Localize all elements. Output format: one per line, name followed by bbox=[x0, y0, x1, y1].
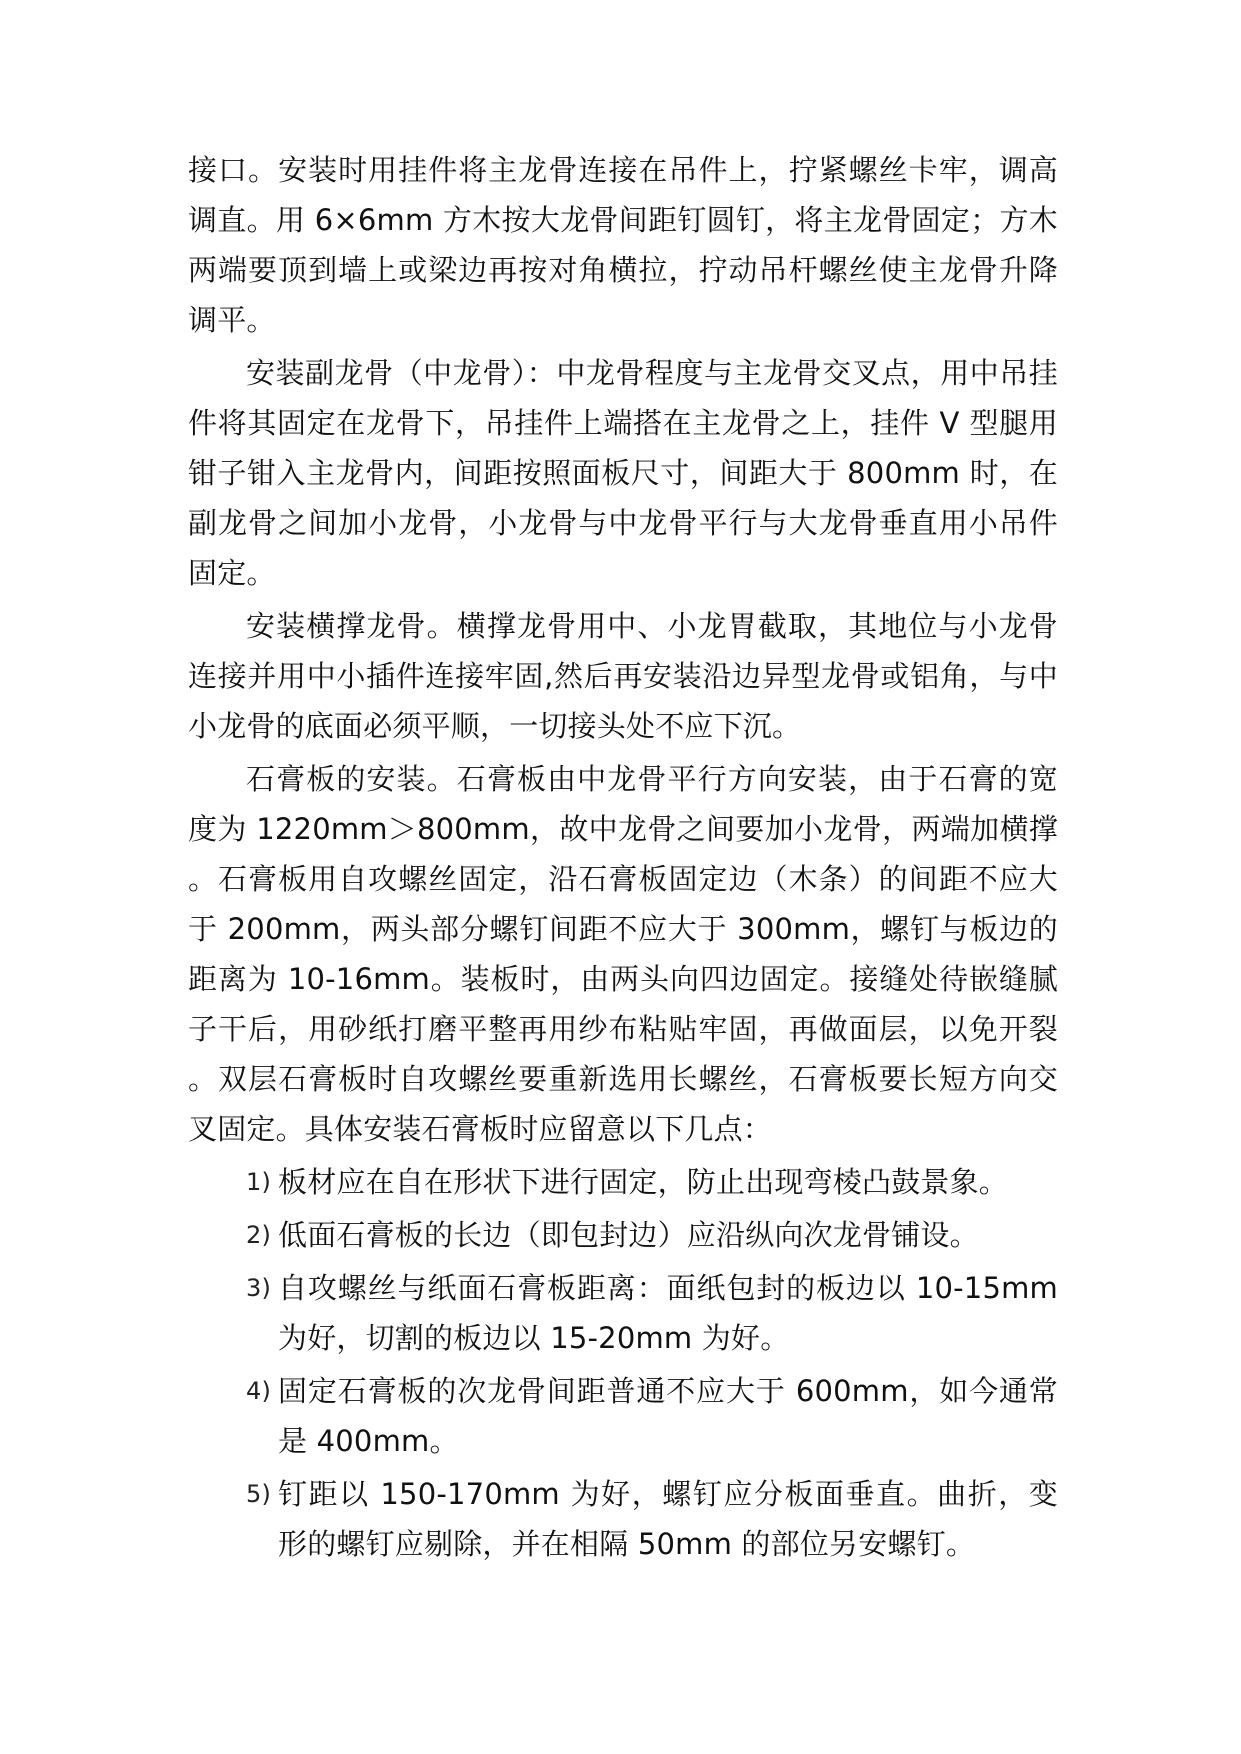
list-number: 2) bbox=[246, 1221, 272, 1249]
list-text: 自攻螺丝与纸面石膏板距离：面纸包封的板边以 10-15mm 为好，切割的板边以 15-20mm 为好。 bbox=[278, 1271, 1058, 1355]
list-item bbox=[188, 1210, 1058, 1260]
document-page bbox=[188, 145, 1058, 1572]
notes-list bbox=[188, 1157, 1058, 1569]
list-number: 5) bbox=[246, 1480, 272, 1508]
paragraph-gypsum-board-install: 石膏板的安装。石膏板由中龙骨平行方向安装，由于石膏的宽度为 1220mm＞800mm，故中龙骨之间要加小龙骨，两端加横撑。石膏板用自攻螺丝固定，沿石膏板固定边（木条）的间距不应大于 200mm，两头部分螺钉间距不应大于 300mm，螺钉与板边的距离为 10-16mm。装板时，由两头向四边固定。接缝处待嵌缝腻子干后，用砂纸打磨平整再用纱布粘贴牢固，再做面层，以免开裂。双层石膏板时自攻螺丝要重新选用长螺丝，石膏板要长短方向交叉固定。具体安装石膏板时应留意以下几点： bbox=[188, 762, 1058, 1146]
paragraph-main-keel-install: 接口。安装时用挂件将主龙骨连接在吊件上，拧紧螺丝卡牢，调高调直。用 6×6mm 方木按大龙骨间距钉圆钉，将主龙骨固定；方木两端要顶到墙上或梁边再按对角横拉，拧动吊杆螺丝使主龙骨升降调平。 bbox=[188, 153, 1058, 337]
list-item bbox=[188, 1469, 1058, 1569]
list-number: 1) bbox=[246, 1168, 272, 1196]
paragraph-secondary-keel-install: 安装副龙骨（中龙骨）：中龙骨程度与主龙骨交叉点，用中吊挂件将其固定在龙骨下，吊挂件上端搭在主龙骨之上，挂件 V 型腿用钳子钳入主龙骨内，间距按照面板尺寸，间距大于 800mm 时，在副龙骨之间加小龙骨，小龙骨与中龙骨平行与大龙骨垂直用小吊件固定。 bbox=[188, 356, 1058, 590]
list-text: 板材应在自在形状下进行固定，防止出现弯棱凸鼓景象。 bbox=[278, 1165, 1009, 1199]
list-item bbox=[188, 1263, 1058, 1363]
list-text: 低面石膏板的长边（即包封边）应沿纵向次龙骨铺设。 bbox=[278, 1218, 979, 1252]
list-text: 钉距以 150-170mm 为好，螺钉应分板面垂直。曲折，变形的螺钉应剔除，并在相隔 50mm 的部位另安螺钉。 bbox=[278, 1477, 1058, 1561]
list-item bbox=[188, 1157, 1058, 1207]
paragraph-cross-keel-install: 安装横撑龙骨。横撑龙骨用中、小龙胃截取，其地位与小龙骨连接并用中小插件连接牢固,然后再安装沿边异型龙骨或铝角，与中小龙骨的底面必须平顺，一切接头处不应下沉。 bbox=[188, 609, 1058, 743]
list-number: 4) bbox=[246, 1377, 272, 1405]
list-number: 3) bbox=[246, 1274, 272, 1302]
list-item bbox=[188, 1366, 1058, 1466]
list-text: 固定石膏板的次龙骨间距普通不应大于 600mm，如今通常是 400mm。 bbox=[278, 1374, 1058, 1458]
